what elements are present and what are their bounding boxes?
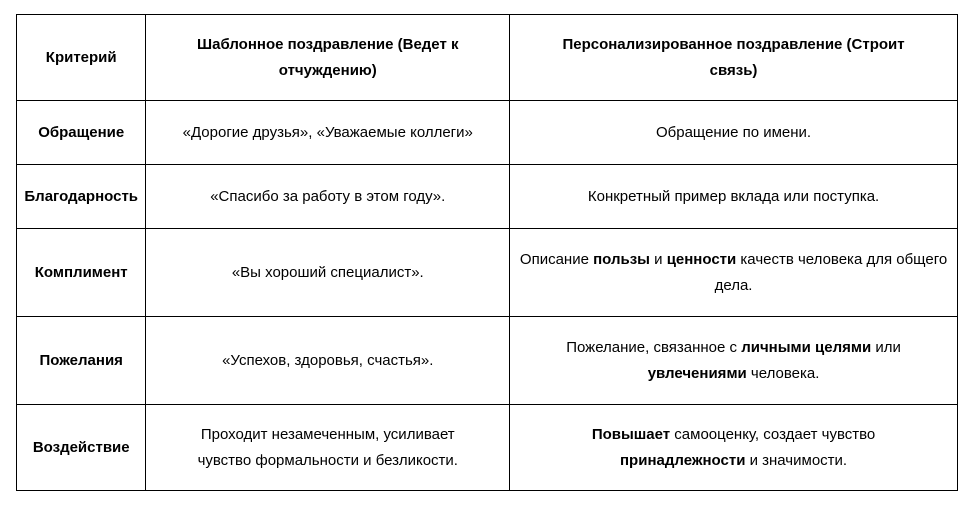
table-row: [17, 101, 958, 165]
row-personal-cell: Пожелание, связанное с личными целями или увлечениями человека.: [510, 317, 958, 405]
table-row: [17, 317, 958, 405]
table-row: [17, 405, 958, 491]
row-criterion: Комплимент: [17, 229, 146, 317]
row-criterion: Воздействие: [17, 405, 146, 491]
table-row: [17, 165, 958, 229]
table-row: [17, 229, 958, 317]
row-template-cell: «Спасибо за работу в этом году».: [146, 165, 510, 229]
row-template-cell: Проходит незамеченным, усиливает чувство формальности и безликости.: [146, 405, 510, 491]
row-template-cell: «Успехов, здоровья, счастья».: [146, 317, 510, 405]
row-personal-cell: Описание пользы и ценности качеств человека для общего дела.: [510, 229, 958, 317]
header-template-greeting: Шаблонное поздравление (Ведет к отчуждению): [146, 15, 510, 101]
table-header-row: [17, 15, 958, 101]
comparison-table: [16, 14, 958, 491]
row-criterion: Обращение: [17, 101, 146, 165]
row-template-cell: «Вы хороший специалист».: [146, 229, 510, 317]
row-personal-cell: Повышает самооценку, создает чувство принадлежности и значимости.: [510, 405, 958, 491]
row-criterion: Пожелания: [17, 317, 146, 405]
bold-emphasis: увлечениями: [647, 364, 747, 382]
bold-emphasis: Повышает: [591, 425, 671, 443]
bold-emphasis: пользы: [593, 250, 650, 268]
header-criterion: Критерий: [17, 15, 146, 101]
row-criterion: Благодарность: [17, 165, 146, 229]
header-personal-greeting: Персонализированное поздравление (Строит связь): [510, 15, 958, 101]
bold-emphasis: личными целями: [741, 338, 872, 356]
row-personal-cell: Конкретный пример вклада или поступка.: [510, 165, 958, 229]
row-personal-cell: Обращение по имени.: [510, 101, 958, 165]
row-template-cell: «Дорогие друзья», «Уважаемые коллеги»: [146, 101, 510, 165]
bold-emphasis: принадлежности: [620, 451, 746, 469]
bold-emphasis: ценности: [666, 250, 737, 268]
